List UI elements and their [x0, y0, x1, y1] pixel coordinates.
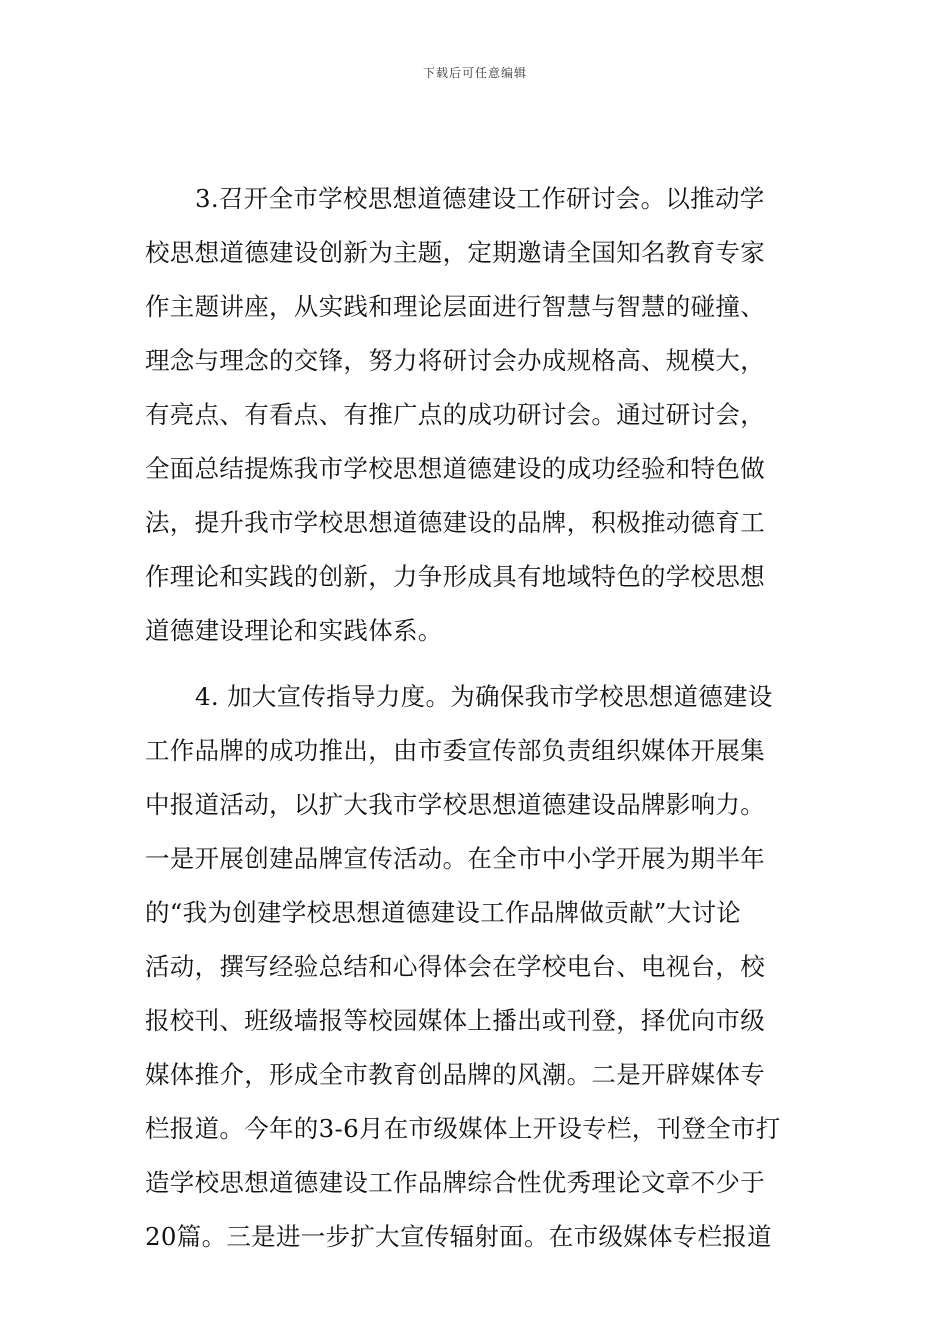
paragraph-line: 全面总结提炼我市学校思想道德建设的成功经验和特色做: [145, 454, 765, 483]
paragraph-line: 栏报道。今年的3-6月在市级媒体上开设专栏，刊登全市打: [145, 1114, 781, 1143]
paragraph-line: 法，提升我市学校思想道德建设的品牌，积极推动德育工: [145, 508, 765, 537]
paragraph-line: 4. 加大宣传指导力度。为确保我市学校思想道德建设: [195, 682, 773, 711]
paragraph-line: 活动，撰写经验总结和心得体会在学校电台、电视台，校: [145, 952, 765, 981]
paragraph-line: 的“我为创建学校思想道德建设工作品牌做贡献”大讨论: [145, 898, 742, 927]
paragraph-line: 20篇。三是进一步扩大宣传辐射面。在市级媒体专栏报道: [145, 1222, 772, 1251]
paragraph-line: 3.召开全市学校思想道德建设工作研讨会。以推动学: [195, 184, 765, 213]
page-header-note: 下载后可任意编辑: [422, 66, 527, 80]
paragraph-line: 造学校思想道德建设工作品牌综合性优秀理论文章不少于: [145, 1168, 765, 1197]
paragraph-line: 道德建设理论和实践体系。: [145, 616, 443, 645]
paragraph-line: 理念与理念的交锋，努力将研讨会办成规格高、规模大，: [145, 346, 765, 375]
paragraph-line: 作主题讲座，从实践和理论层面进行智慧与智慧的碰撞、: [145, 292, 765, 321]
paragraph-line: 作理论和实践的创新，力争形成具有地域特色的学校思想: [145, 562, 765, 591]
paragraph-line: 报校刊、班级墙报等校园媒体上播出或刊登，择优向市级: [145, 1006, 765, 1035]
paragraph-item-4: [145, 670, 810, 1264]
paragraph-line: 媒体推介，形成全市教育创品牌的风潮。二是开辟媒体专: [145, 1060, 765, 1089]
paragraph-line: 有亮点、有看点、有推广点的成功研讨会。通过研讨会，: [145, 400, 765, 429]
paragraph-line: 校思想道德建设创新为主题，定期邀请全国知名教育专家: [145, 238, 765, 267]
paragraph-line: 工作品牌的成功推出，由市委宣传部负责组织媒体开展集: [145, 736, 765, 765]
paragraph-line: 中报道活动，以扩大我市学校思想道德建设品牌影响力。: [145, 790, 765, 819]
paragraph-line: 一是开展创建品牌宣传活动。在全市中小学开展为期半年: [145, 844, 765, 873]
paragraph-item-3: [145, 172, 810, 658]
